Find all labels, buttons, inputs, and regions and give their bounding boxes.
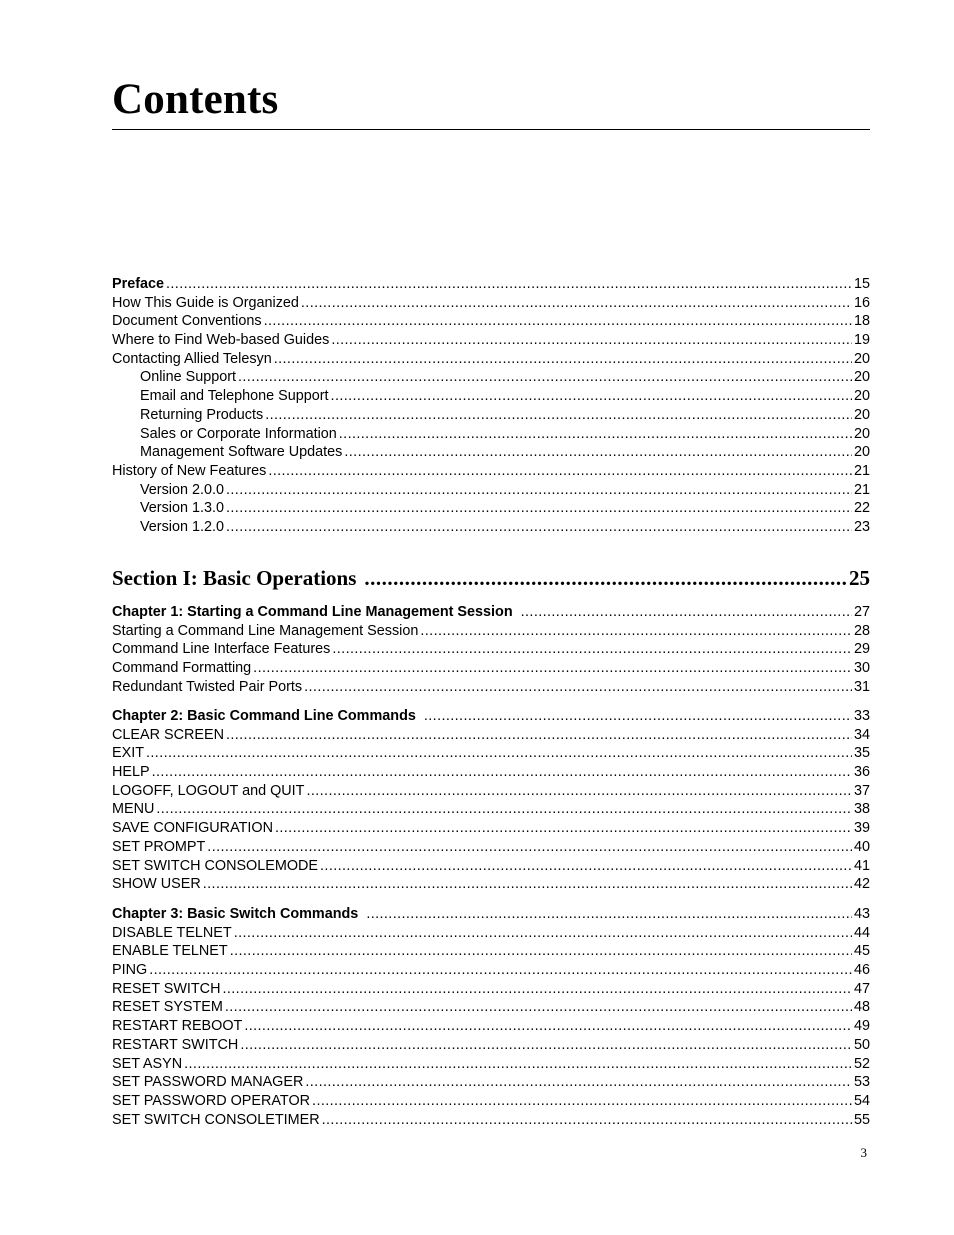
toc-entry-page: 43 <box>853 906 870 922</box>
toc-entry-page: 38 <box>853 801 870 818</box>
toc-entry[interactable] <box>112 678 870 697</box>
toc-leader-dots <box>149 961 852 980</box>
toc-leader-dots <box>253 659 852 678</box>
toc-entry[interactable] <box>112 368 870 387</box>
toc-leader-dots <box>222 980 852 999</box>
toc-entry-title: SET PASSWORD MANAGER <box>112 1074 304 1091</box>
toc-entry-page: 37 <box>853 782 870 799</box>
toc-leader-dots <box>306 782 852 801</box>
toc-entry-page: 20 <box>853 444 870 461</box>
toc-entry-page: 47 <box>853 980 870 997</box>
toc-entry-page: 35 <box>853 745 870 762</box>
toc-entry-page: 39 <box>853 820 870 837</box>
toc-leader-dots <box>331 331 852 350</box>
toc-entry-page: 20 <box>853 425 870 442</box>
toc-entry[interactable] <box>112 659 870 678</box>
toc-entry-title: PING <box>112 962 148 979</box>
toc-section-title: Section I: Basic Operations <box>112 566 357 590</box>
toc-entry-page: 22 <box>853 500 870 517</box>
toc-entry[interactable] <box>112 942 870 961</box>
toc-entry-title: Command Line Interface Features <box>112 641 331 658</box>
toc-entry-page: 21 <box>853 462 870 479</box>
toc-leader-dots <box>226 726 852 745</box>
toc-entry-title: EXIT <box>112 745 144 762</box>
toc-entry[interactable] <box>112 481 870 500</box>
toc-entry-page: 31 <box>853 678 870 695</box>
toc-entry-title: Chapter 2: Basic Command Line Commands <box>112 708 416 724</box>
toc-entry[interactable] <box>112 961 870 980</box>
toc-entry[interactable] <box>112 622 870 641</box>
toc-leader-dots <box>275 819 852 838</box>
toc-leader-dots <box>234 924 852 943</box>
toc-leader-dots <box>238 368 852 387</box>
toc-leader-dots <box>264 312 852 331</box>
toc-entry[interactable] <box>112 924 870 943</box>
toc-leader-dots <box>226 518 852 537</box>
toc-entry[interactable] <box>112 462 870 481</box>
toc-chapter-heading[interactable] <box>112 905 870 924</box>
toc-leader-dots <box>225 998 852 1017</box>
toc-entry-title: Returning Products <box>140 406 264 423</box>
toc-entry-page: 44 <box>853 924 870 941</box>
toc-chapter-3-block <box>112 905 870 1129</box>
toc-entry-title: SET SWITCH CONSOLETIMER <box>112 1111 320 1128</box>
toc-entry[interactable] <box>112 838 870 857</box>
toc-entry-title: RESTART REBOOT <box>112 1018 243 1035</box>
toc-leader-dots <box>332 640 852 659</box>
toc-entry-page: 27 <box>853 604 870 620</box>
toc-chapter-1-block <box>112 603 870 696</box>
toc-entry-page: 20 <box>853 369 870 386</box>
toc-entry-title: Online Support <box>140 369 236 386</box>
toc-entry-title: Preface <box>112 276 165 292</box>
toc-entry-title: CLEAR SCREEN <box>112 726 224 743</box>
toc-entry[interactable] <box>112 998 870 1017</box>
toc-entry-title: Management Software Updates <box>140 444 343 461</box>
toc-entry-title: RESTART SWITCH <box>112 1036 239 1053</box>
toc-leader-dots <box>339 425 852 444</box>
toc-entry-title: Starting a Command Line Management Session <box>112 622 419 639</box>
toc-entry[interactable] <box>112 875 870 894</box>
toc-entry[interactable] <box>112 1073 870 1092</box>
toc-entry-page: 20 <box>853 350 870 367</box>
toc-chapter-heading[interactable] <box>112 707 870 726</box>
toc-entry[interactable] <box>112 640 870 659</box>
toc-entry[interactable] <box>112 294 870 313</box>
toc-entry-page: 40 <box>853 838 870 855</box>
toc-entry-page: 15 <box>853 276 870 292</box>
toc-entry-page: 33 <box>853 708 870 724</box>
toc-leader-dots <box>265 406 852 425</box>
toc-entry[interactable] <box>112 744 870 763</box>
toc-entry-page: 52 <box>853 1055 870 1072</box>
toc-entry-page: 55 <box>853 1111 870 1128</box>
toc-leader-dots <box>146 744 852 763</box>
toc-leader-dots <box>152 763 852 782</box>
toc-entry[interactable] <box>112 800 870 819</box>
toc-entry[interactable] <box>112 1017 870 1036</box>
toc-section-page: 25 <box>849 566 870 590</box>
toc-entry[interactable] <box>112 518 870 537</box>
toc-entry[interactable] <box>112 763 870 782</box>
toc-entry-title: Version 2.0.0 <box>140 481 225 498</box>
toc-entry-page: 19 <box>853 332 870 349</box>
toc-leader-dots <box>521 603 852 622</box>
toc-leader-dots <box>305 1073 852 1092</box>
toc-entry-title: SAVE CONFIGURATION <box>112 820 273 837</box>
toc-entry-title: Document Conventions <box>112 313 262 330</box>
toc-entry[interactable] <box>112 499 870 518</box>
toc-entry-title: MENU <box>112 801 155 818</box>
toc-entry[interactable] <box>112 1111 870 1130</box>
toc-entry-page: 21 <box>853 481 870 498</box>
toc-entry[interactable] <box>112 312 870 331</box>
toc-entry-page: 28 <box>853 622 870 639</box>
toc-entry[interactable] <box>112 726 870 745</box>
toc-entry-title: RESET SWITCH <box>112 980 221 997</box>
toc-entry-page: 34 <box>853 726 870 743</box>
toc-entry-title: ENABLE TELNET <box>112 943 228 960</box>
toc-entry-title: Chapter 3: Basic Switch Commands <box>112 906 359 922</box>
toc-entry-title: SHOW USER <box>112 876 201 893</box>
toc-entry-title: HELP <box>112 764 150 781</box>
toc-entry-title: Contacting Allied Telesyn <box>112 350 272 367</box>
toc-leader-dots <box>203 875 852 894</box>
toc-leader-dots <box>226 481 852 500</box>
toc-entry-page: 23 <box>853 518 870 535</box>
toc-entry-title: SET PROMPT <box>112 838 206 855</box>
toc-entry-page: 48 <box>853 999 870 1016</box>
toc-entry[interactable] <box>112 275 870 294</box>
toc-entry-page: 30 <box>853 660 870 677</box>
toc-entry-title: Redundant Twisted Pair Ports <box>112 678 303 695</box>
toc-entry-title: Command Formatting <box>112 660 252 677</box>
toc-entry-page: 41 <box>853 857 870 874</box>
toc-entry[interactable] <box>112 857 870 876</box>
toc-leader-dots <box>424 707 852 726</box>
toc-entry[interactable] <box>112 387 870 406</box>
toc-entry[interactable] <box>112 331 870 350</box>
toc-entry-title: History of New Features <box>112 462 267 479</box>
toc-leader-dots <box>156 800 852 819</box>
toc-entry-title: Sales or Corporate Information <box>140 425 337 442</box>
toc-entry[interactable] <box>112 980 870 999</box>
toc-entry-page: 16 <box>853 294 870 311</box>
toc-entry-title: LOGOFF, LOGOUT and QUIT <box>112 782 305 799</box>
toc-leader-dots <box>274 350 852 369</box>
toc-entry-page: 49 <box>853 1018 870 1035</box>
page-number: 3 <box>860 1145 867 1160</box>
toc-entry[interactable] <box>112 1055 870 1074</box>
toc-entry-title: DISABLE TELNET <box>112 924 232 941</box>
toc-entry[interactable] <box>112 782 870 801</box>
title-rule <box>112 129 870 130</box>
toc-leader-dots <box>420 622 852 641</box>
toc-leader-dots <box>226 499 852 518</box>
toc-entry-title: How This Guide is Organized <box>112 294 299 311</box>
toc-section-block <box>112 564 870 592</box>
toc-entry-page: 18 <box>853 313 870 330</box>
toc-leader-dots <box>268 462 852 481</box>
toc-preface-block <box>112 275 870 537</box>
toc-entry[interactable] <box>112 1092 870 1111</box>
toc-leader-dots <box>364 564 847 592</box>
toc-leader-dots <box>304 678 852 697</box>
toc-entry-title: Where to Find Web-based Guides <box>112 332 330 349</box>
toc-leader-dots <box>230 942 852 961</box>
toc-entry[interactable] <box>112 1036 870 1055</box>
toc-entry-title: RESET SYSTEM <box>112 999 223 1016</box>
toc-chapter-heading[interactable] <box>112 603 870 622</box>
toc-section-heading[interactable] <box>112 564 870 592</box>
toc-entry-page: 45 <box>853 943 870 960</box>
toc-entry-page: 46 <box>853 962 870 979</box>
toc-entry-title: Version 1.2.0 <box>140 518 225 535</box>
toc-leader-dots <box>344 443 852 462</box>
toc-entry-page: 20 <box>853 406 870 423</box>
page-title: Contents <box>112 76 279 123</box>
toc-entry-page: 36 <box>853 764 870 781</box>
toc-entry[interactable] <box>112 425 870 444</box>
toc-entry[interactable] <box>112 350 870 369</box>
toc-entry-title: Chapter 1: Starting a Command Line Management Session <box>112 604 513 620</box>
toc-entry[interactable] <box>112 406 870 425</box>
toc-leader-dots <box>301 294 852 313</box>
toc-entry[interactable] <box>112 443 870 462</box>
toc-chapter-2-block <box>112 707 870 894</box>
toc-entry[interactable] <box>112 819 870 838</box>
toc-entry-title: SET PASSWORD OPERATOR <box>112 1092 311 1109</box>
toc-leader-dots <box>366 905 852 924</box>
toc-leader-dots <box>240 1036 852 1055</box>
toc-entry-title: SET SWITCH CONSOLEMODE <box>112 857 319 874</box>
toc-leader-dots <box>320 857 852 876</box>
toc-leader-dots <box>207 838 852 857</box>
toc-leader-dots <box>312 1092 852 1111</box>
toc-leader-dots <box>331 387 852 406</box>
toc-entry-page: 54 <box>853 1092 870 1109</box>
toc-entry-page: 42 <box>853 876 870 893</box>
toc-leader-dots <box>184 1055 852 1074</box>
toc-leader-dots <box>244 1017 852 1036</box>
toc-entry-page: 20 <box>853 388 870 405</box>
toc-entry-page: 29 <box>853 641 870 658</box>
toc-entry-title: Version 1.3.0 <box>140 500 225 517</box>
toc-entry-title: Email and Telephone Support <box>140 388 329 405</box>
toc-entry-title: SET ASYN <box>112 1055 183 1072</box>
toc-entry-page: 53 <box>853 1074 870 1091</box>
toc-entry-page: 50 <box>853 1036 870 1053</box>
toc-leader-dots <box>322 1111 852 1130</box>
toc-leader-dots <box>166 275 852 294</box>
